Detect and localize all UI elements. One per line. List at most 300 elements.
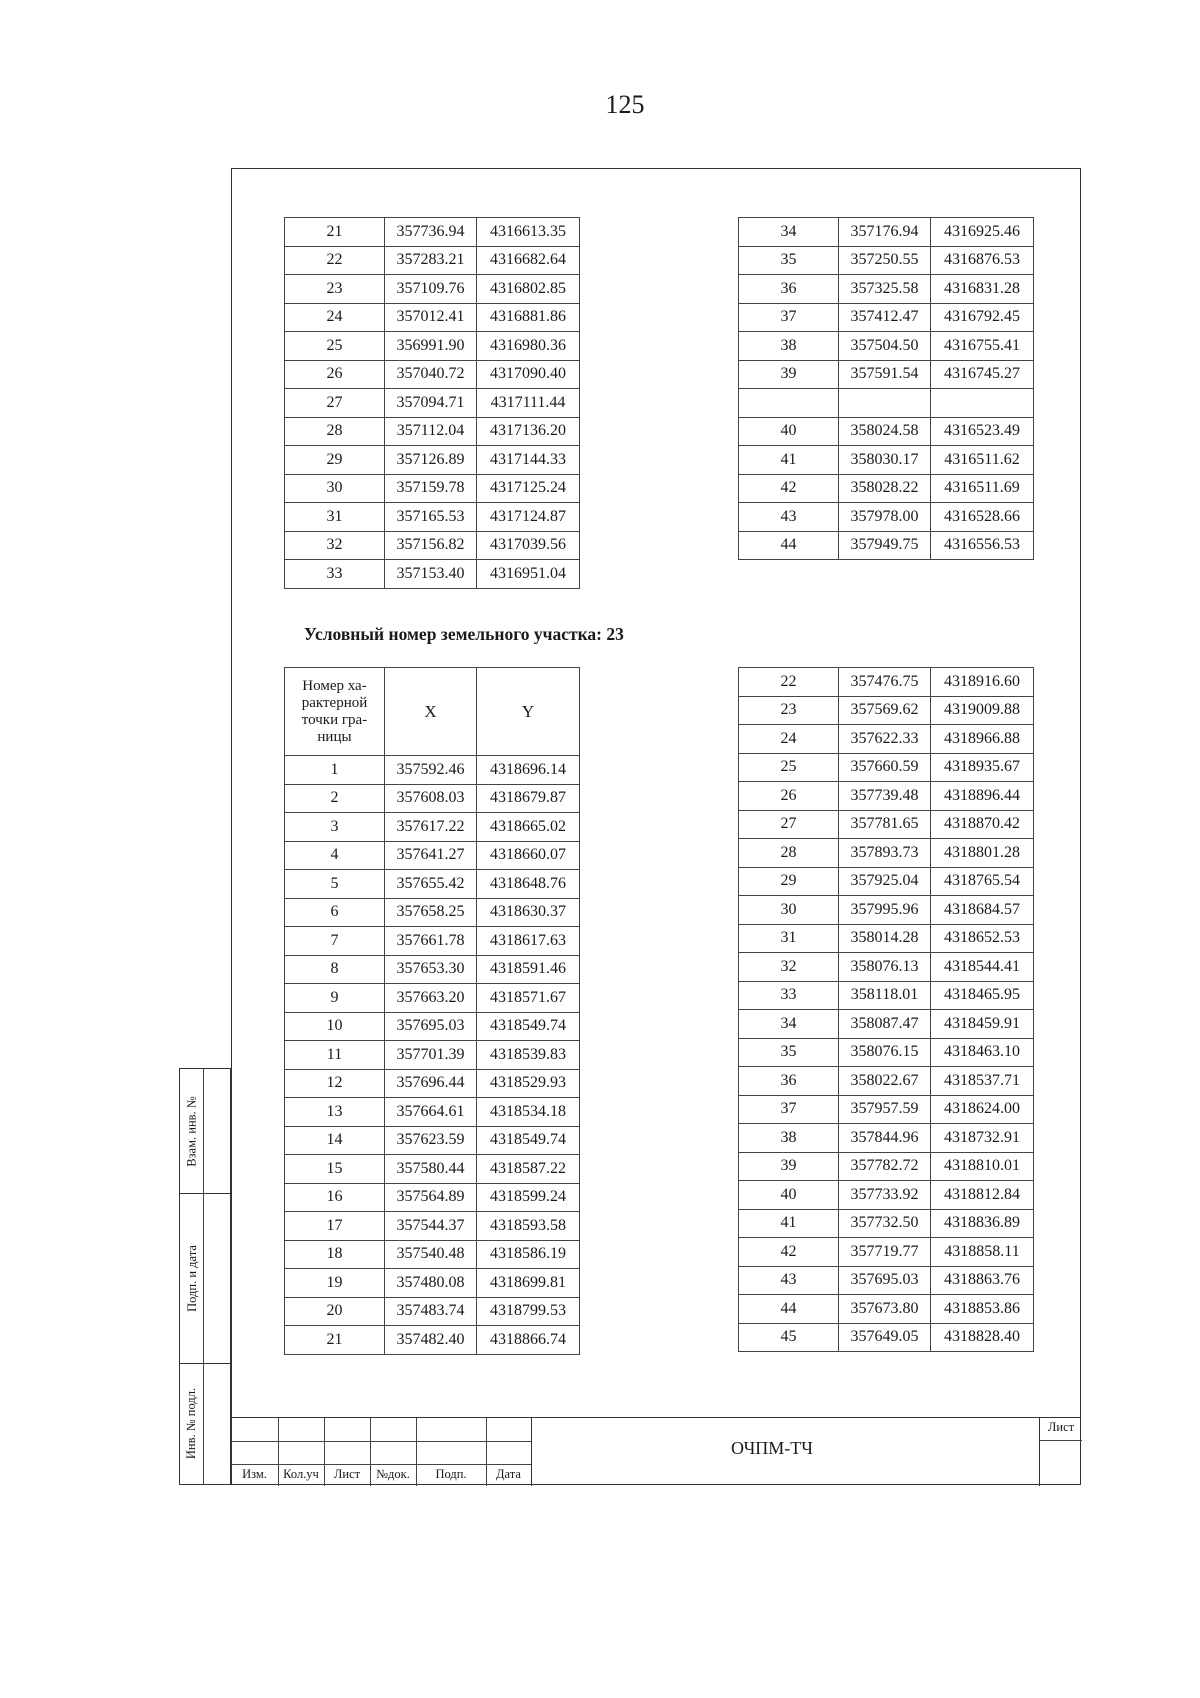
x-coordinate-cell: 357978.00 <box>839 503 931 532</box>
x-coordinate-cell: 357655.42 <box>385 870 477 899</box>
y-coordinate-cell: 4318465.95 <box>931 981 1034 1010</box>
y-coordinate-cell: 4316556.53 <box>931 531 1034 560</box>
side-label-signature-date: Подп. и дата <box>184 1244 199 1312</box>
table-row <box>285 870 580 899</box>
y-coordinate-cell: 4318648.76 <box>477 870 580 899</box>
tb-col-change: Изм. <box>242 1467 267 1481</box>
point-number-cell: 38 <box>739 332 839 361</box>
table-row <box>285 531 580 560</box>
table-row <box>285 1297 580 1326</box>
x-coordinate-cell: 357094.71 <box>385 389 477 418</box>
y-coordinate-cell: 4318599.24 <box>477 1183 580 1212</box>
point-number-cell: 26 <box>285 360 385 389</box>
table-row <box>739 531 1034 560</box>
y-coordinate-cell: 4318660.07 <box>477 841 580 870</box>
table-row <box>739 503 1034 532</box>
x-coordinate-cell: 357649.05 <box>839 1323 931 1352</box>
y-coordinate-cell: 4316925.46 <box>931 218 1034 247</box>
x-coordinate-cell: 357660.59 <box>839 753 931 782</box>
y-coordinate-cell: 4318858.11 <box>931 1238 1034 1267</box>
table-row <box>739 753 1034 782</box>
point-number-cell: 39 <box>739 360 839 389</box>
x-coordinate-cell: 357782.72 <box>839 1152 931 1181</box>
header-x: X <box>385 668 477 756</box>
table-row <box>739 446 1034 475</box>
point-number-cell: 34 <box>739 1010 839 1039</box>
point-number-cell: 27 <box>285 389 385 418</box>
y-coordinate-cell: 4318617.63 <box>477 927 580 956</box>
x-coordinate-cell: 357564.89 <box>385 1183 477 1212</box>
y-coordinate-cell: 4318537.71 <box>931 1067 1034 1096</box>
table-row <box>739 332 1034 361</box>
table-row <box>285 1269 580 1298</box>
y-coordinate-cell: 4318853.86 <box>931 1295 1034 1324</box>
table-row <box>739 1067 1034 1096</box>
coordinates-table-bottom-left <box>284 667 580 1355</box>
x-coordinate-cell: 357736.94 <box>385 218 477 247</box>
y-coordinate-cell: 4318916.60 <box>931 668 1034 697</box>
x-coordinate-cell: 357664.61 <box>385 1098 477 1127</box>
x-coordinate-cell: 357569.62 <box>839 696 931 725</box>
y-coordinate-cell <box>931 389 1034 418</box>
x-coordinate-cell: 357040.72 <box>385 360 477 389</box>
x-coordinate-cell: 357893.73 <box>839 839 931 868</box>
point-number-cell: 23 <box>739 696 839 725</box>
x-coordinate-cell <box>839 389 931 418</box>
y-coordinate-cell: 4318591.46 <box>477 955 580 984</box>
point-number-cell: 35 <box>739 1038 839 1067</box>
x-coordinate-cell: 357661.78 <box>385 927 477 956</box>
x-coordinate-cell: 357622.33 <box>839 725 931 754</box>
x-coordinate-cell: 357658.25 <box>385 898 477 927</box>
y-coordinate-cell: 4316831.28 <box>931 275 1034 304</box>
point-number-cell: 15 <box>285 1155 385 1184</box>
x-coordinate-cell: 358014.28 <box>839 924 931 953</box>
x-coordinate-cell: 357617.22 <box>385 813 477 842</box>
y-coordinate-cell: 4318652.53 <box>931 924 1034 953</box>
table-row <box>739 303 1034 332</box>
point-number-cell: 31 <box>739 924 839 953</box>
y-coordinate-cell: 4318534.18 <box>477 1098 580 1127</box>
point-number-cell: 43 <box>739 1266 839 1295</box>
point-number-cell: 21 <box>285 218 385 247</box>
x-coordinate-cell: 358087.47 <box>839 1010 931 1039</box>
x-coordinate-cell: 357701.39 <box>385 1041 477 1070</box>
side-stamp <box>179 1068 231 1485</box>
y-coordinate-cell: 4317090.40 <box>477 360 580 389</box>
tb-col-count: Кол.уч <box>283 1467 319 1481</box>
table-row <box>285 1012 580 1041</box>
x-coordinate-cell: 357283.21 <box>385 246 477 275</box>
x-coordinate-cell: 357504.50 <box>839 332 931 361</box>
point-number-cell: 38 <box>739 1124 839 1153</box>
x-coordinate-cell: 357844.96 <box>839 1124 931 1153</box>
sheet-box <box>1039 1418 1081 1486</box>
y-coordinate-cell: 4318587.22 <box>477 1155 580 1184</box>
point-number-cell: 3 <box>285 813 385 842</box>
table-row <box>739 668 1034 697</box>
point-number-cell: 9 <box>285 984 385 1013</box>
point-number-cell: 1 <box>285 756 385 785</box>
point-number-cell: 14 <box>285 1126 385 1155</box>
table-row <box>285 246 580 275</box>
y-coordinate-cell: 4316802.85 <box>477 275 580 304</box>
side-label-original-inv: Инв. № подл. <box>184 1387 199 1460</box>
x-coordinate-cell: 357949.75 <box>839 531 931 560</box>
y-coordinate-cell: 4318459.91 <box>931 1010 1034 1039</box>
x-coordinate-cell: 358076.13 <box>839 953 931 982</box>
title-block <box>231 1417 1081 1485</box>
y-coordinate-cell: 4318810.01 <box>931 1152 1034 1181</box>
point-number-cell: 22 <box>739 668 839 697</box>
table-row <box>739 1323 1034 1352</box>
x-coordinate-cell: 357608.03 <box>385 784 477 813</box>
x-coordinate-cell: 357732.50 <box>839 1209 931 1238</box>
table-row <box>739 1038 1034 1067</box>
point-number-cell: 23 <box>285 275 385 304</box>
point-number-cell: 34 <box>739 218 839 247</box>
table-row <box>285 1212 580 1241</box>
point-number-cell: 4 <box>285 841 385 870</box>
point-number-cell: 41 <box>739 1209 839 1238</box>
y-coordinate-cell: 4319009.88 <box>931 696 1034 725</box>
point-number-cell: 21 <box>285 1326 385 1355</box>
table-row <box>739 389 1034 418</box>
y-coordinate-cell: 4318630.37 <box>477 898 580 927</box>
table-row <box>739 1266 1034 1295</box>
header-point-number: Номер ха- рактерной точки гра- ницы <box>285 668 385 756</box>
table-row <box>739 782 1034 811</box>
table-row <box>285 446 580 475</box>
sheet-label: Лист <box>1047 1420 1075 1434</box>
tb-col-sheet: Лист <box>333 1467 361 1481</box>
x-coordinate-cell: 358028.22 <box>839 474 931 503</box>
y-coordinate-cell: 4318549.74 <box>477 1126 580 1155</box>
table-row <box>285 560 580 589</box>
y-coordinate-cell: 4318836.89 <box>931 1209 1034 1238</box>
x-coordinate-cell: 357719.77 <box>839 1238 931 1267</box>
x-coordinate-cell: 358118.01 <box>839 981 931 1010</box>
table-row <box>285 1126 580 1155</box>
table-row <box>285 841 580 870</box>
table-row <box>739 924 1034 953</box>
point-number-cell: 43 <box>739 503 839 532</box>
table-row <box>285 360 580 389</box>
table-row <box>285 1069 580 1098</box>
point-number-cell: 36 <box>739 275 839 304</box>
table-row <box>739 953 1034 982</box>
x-coordinate-cell: 357156.82 <box>385 531 477 560</box>
document-code: ОЧПМ-ТЧ <box>731 1438 813 1458</box>
tb-col-signature: Подп. <box>435 1467 467 1481</box>
point-number-cell: 8 <box>285 955 385 984</box>
y-coordinate-cell: 4318863.76 <box>931 1266 1034 1295</box>
table-row <box>739 896 1034 925</box>
y-coordinate-cell: 4318812.84 <box>931 1181 1034 1210</box>
header-y: Y <box>477 668 580 756</box>
point-number-cell: 45 <box>739 1323 839 1352</box>
y-coordinate-cell: 4318896.44 <box>931 782 1034 811</box>
point-number-cell: 12 <box>285 1069 385 1098</box>
table-row <box>285 955 580 984</box>
table-row <box>285 1326 580 1355</box>
y-coordinate-cell: 4316613.35 <box>477 218 580 247</box>
point-number-cell: 42 <box>739 1238 839 1267</box>
x-coordinate-cell: 357653.30 <box>385 955 477 984</box>
table-row <box>739 417 1034 446</box>
point-number-cell: 28 <box>739 839 839 868</box>
y-coordinate-cell: 4316755.41 <box>931 332 1034 361</box>
table-row <box>285 332 580 361</box>
x-coordinate-cell: 357696.44 <box>385 1069 477 1098</box>
coordinates-table-top-right <box>738 217 1034 560</box>
table-row <box>739 810 1034 839</box>
section-title: Условный номер земельного участка: 23 <box>304 624 624 644</box>
table-row <box>285 503 580 532</box>
y-coordinate-cell: 4316876.53 <box>931 246 1034 275</box>
y-coordinate-cell: 4316511.69 <box>931 474 1034 503</box>
x-coordinate-cell: 357591.54 <box>839 360 931 389</box>
y-coordinate-cell: 4318679.87 <box>477 784 580 813</box>
x-coordinate-cell: 357482.40 <box>385 1326 477 1355</box>
x-coordinate-cell: 357483.74 <box>385 1297 477 1326</box>
table-row <box>285 1098 580 1127</box>
point-number-cell: 42 <box>739 474 839 503</box>
y-coordinate-cell: 4318529.93 <box>477 1069 580 1098</box>
point-number-cell: 5 <box>285 870 385 899</box>
x-coordinate-cell: 357957.59 <box>839 1095 931 1124</box>
table-row <box>739 474 1034 503</box>
y-coordinate-cell: 4317136.20 <box>477 417 580 446</box>
y-coordinate-cell: 4318593.58 <box>477 1212 580 1241</box>
table-row <box>739 218 1034 247</box>
table-row <box>739 696 1034 725</box>
table-row <box>739 1124 1034 1153</box>
point-number-cell: 44 <box>739 1295 839 1324</box>
point-number-cell: 18 <box>285 1240 385 1269</box>
x-coordinate-cell: 357153.40 <box>385 560 477 589</box>
point-number-cell: 24 <box>285 303 385 332</box>
y-coordinate-cell: 4317124.87 <box>477 503 580 532</box>
point-number-cell: 32 <box>739 953 839 982</box>
x-coordinate-cell: 357012.41 <box>385 303 477 332</box>
table-row <box>285 474 580 503</box>
tb-col-date: Дата <box>496 1467 521 1481</box>
coordinates-table-bottom-right <box>738 667 1034 1352</box>
point-number-cell: 29 <box>739 867 839 896</box>
y-coordinate-cell: 4316951.04 <box>477 560 580 589</box>
y-coordinate-cell: 4318586.19 <box>477 1240 580 1269</box>
x-coordinate-cell: 357159.78 <box>385 474 477 503</box>
table-row <box>285 1240 580 1269</box>
table-row <box>739 1010 1034 1039</box>
y-coordinate-cell: 4316511.62 <box>931 446 1034 475</box>
point-number-cell: 36 <box>739 1067 839 1096</box>
table-header-row <box>285 668 580 756</box>
x-coordinate-cell: 357544.37 <box>385 1212 477 1241</box>
point-number-cell: 2 <box>285 784 385 813</box>
y-coordinate-cell: 4316682.64 <box>477 246 580 275</box>
point-number-cell: 10 <box>285 1012 385 1041</box>
point-number-cell: 41 <box>739 446 839 475</box>
x-coordinate-cell: 357733.92 <box>839 1181 931 1210</box>
y-coordinate-cell: 4318870.42 <box>931 810 1034 839</box>
x-coordinate-cell: 357250.55 <box>839 246 931 275</box>
point-number-cell: 44 <box>739 531 839 560</box>
table-row <box>739 1152 1034 1181</box>
side-label-replacement-inv: Взам. инв. № <box>184 1095 199 1167</box>
point-number-cell: 24 <box>739 725 839 754</box>
x-coordinate-cell: 358030.17 <box>839 446 931 475</box>
y-coordinate-cell: 4317144.33 <box>477 446 580 475</box>
point-number-cell: 30 <box>285 474 385 503</box>
point-number-cell: 11 <box>285 1041 385 1070</box>
y-coordinate-cell: 4316881.86 <box>477 303 580 332</box>
x-coordinate-cell: 358024.58 <box>839 417 931 446</box>
table-row <box>285 389 580 418</box>
y-coordinate-cell: 4318571.67 <box>477 984 580 1013</box>
table-row <box>739 839 1034 868</box>
y-coordinate-cell: 4318696.14 <box>477 756 580 785</box>
table-row <box>739 246 1034 275</box>
point-number-cell: 20 <box>285 1297 385 1326</box>
point-number-cell: 25 <box>739 753 839 782</box>
point-number-cell: 25 <box>285 332 385 361</box>
x-coordinate-cell: 357176.94 <box>839 218 931 247</box>
y-coordinate-cell: 4316792.45 <box>931 303 1034 332</box>
y-coordinate-cell: 4318699.81 <box>477 1269 580 1298</box>
x-coordinate-cell: 357109.76 <box>385 275 477 304</box>
point-number-cell: 31 <box>285 503 385 532</box>
table-row <box>739 1295 1034 1324</box>
point-number-cell: 27 <box>739 810 839 839</box>
x-coordinate-cell: 357925.04 <box>839 867 931 896</box>
x-coordinate-cell: 357695.03 <box>385 1012 477 1041</box>
table-row <box>739 1095 1034 1124</box>
point-number-cell: 40 <box>739 417 839 446</box>
table-row <box>739 1238 1034 1267</box>
page-number: 125 <box>605 90 645 119</box>
x-coordinate-cell: 357641.27 <box>385 841 477 870</box>
y-coordinate-cell: 4318828.40 <box>931 1323 1034 1352</box>
y-coordinate-cell: 4318935.67 <box>931 753 1034 782</box>
point-number-cell: 6 <box>285 898 385 927</box>
table-row <box>285 784 580 813</box>
x-coordinate-cell: 357995.96 <box>839 896 931 925</box>
x-coordinate-cell: 357663.20 <box>385 984 477 1013</box>
table-row <box>285 1041 580 1070</box>
y-coordinate-cell: 4318866.74 <box>477 1326 580 1355</box>
y-coordinate-cell: 4316528.66 <box>931 503 1034 532</box>
x-coordinate-cell: 357165.53 <box>385 503 477 532</box>
table-row <box>285 1183 580 1212</box>
point-number-cell: 33 <box>739 981 839 1010</box>
point-number-cell <box>739 389 839 418</box>
table-row <box>285 756 580 785</box>
point-number-cell: 37 <box>739 303 839 332</box>
point-number-cell: 39 <box>739 1152 839 1181</box>
table-row <box>285 898 580 927</box>
table-row <box>285 813 580 842</box>
x-coordinate-cell: 357580.44 <box>385 1155 477 1184</box>
y-coordinate-cell: 4318684.57 <box>931 896 1034 925</box>
x-coordinate-cell: 357695.03 <box>839 1266 931 1295</box>
point-number-cell: 26 <box>739 782 839 811</box>
table-row <box>739 981 1034 1010</box>
point-number-cell: 7 <box>285 927 385 956</box>
y-coordinate-cell: 4316745.27 <box>931 360 1034 389</box>
x-coordinate-cell: 357126.89 <box>385 446 477 475</box>
y-coordinate-cell: 4318966.88 <box>931 725 1034 754</box>
point-number-cell: 40 <box>739 1181 839 1210</box>
x-coordinate-cell: 357623.59 <box>385 1126 477 1155</box>
point-number-cell: 29 <box>285 446 385 475</box>
point-number-cell: 22 <box>285 246 385 275</box>
point-number-cell: 30 <box>739 896 839 925</box>
x-coordinate-cell: 356991.90 <box>385 332 477 361</box>
point-number-cell: 13 <box>285 1098 385 1127</box>
title-block-grid <box>231 1418 531 1486</box>
x-coordinate-cell: 357476.75 <box>839 668 931 697</box>
x-coordinate-cell: 357673.80 <box>839 1295 931 1324</box>
point-number-cell: 17 <box>285 1212 385 1241</box>
table-row <box>285 984 580 1013</box>
y-coordinate-cell: 4318765.54 <box>931 867 1034 896</box>
y-coordinate-cell: 4317039.56 <box>477 531 580 560</box>
point-number-cell: 28 <box>285 417 385 446</box>
table-row <box>739 360 1034 389</box>
coordinates-table-top-left <box>284 217 580 589</box>
table-row <box>739 867 1034 896</box>
y-coordinate-cell: 4318544.41 <box>931 953 1034 982</box>
point-number-cell: 19 <box>285 1269 385 1298</box>
y-coordinate-cell: 4317125.24 <box>477 474 580 503</box>
x-coordinate-cell: 357739.48 <box>839 782 931 811</box>
x-coordinate-cell: 357412.47 <box>839 303 931 332</box>
table-row <box>739 1209 1034 1238</box>
table-row <box>739 275 1034 304</box>
x-coordinate-cell: 357112.04 <box>385 417 477 446</box>
x-coordinate-cell: 358076.15 <box>839 1038 931 1067</box>
table-row <box>285 1155 580 1184</box>
tb-col-doc-number: №док. <box>376 1467 410 1481</box>
y-coordinate-cell: 4318539.83 <box>477 1041 580 1070</box>
x-coordinate-cell: 357781.65 <box>839 810 931 839</box>
y-coordinate-cell: 4318463.10 <box>931 1038 1034 1067</box>
y-coordinate-cell: 4318665.02 <box>477 813 580 842</box>
point-number-cell: 32 <box>285 531 385 560</box>
y-coordinate-cell: 4317111.44 <box>477 389 580 418</box>
table-row <box>285 218 580 247</box>
table-row <box>285 303 580 332</box>
table-row <box>285 927 580 956</box>
y-coordinate-cell: 4318624.00 <box>931 1095 1034 1124</box>
table-row <box>285 417 580 446</box>
point-number-cell: 35 <box>739 246 839 275</box>
x-coordinate-cell: 357480.08 <box>385 1269 477 1298</box>
table-row <box>739 725 1034 754</box>
y-coordinate-cell: 4316980.36 <box>477 332 580 361</box>
x-coordinate-cell: 358022.67 <box>839 1067 931 1096</box>
point-number-cell: 16 <box>285 1183 385 1212</box>
x-coordinate-cell: 357540.48 <box>385 1240 477 1269</box>
table-row <box>739 1181 1034 1210</box>
y-coordinate-cell: 4318549.74 <box>477 1012 580 1041</box>
table-row <box>285 275 580 304</box>
point-number-cell: 37 <box>739 1095 839 1124</box>
x-coordinate-cell: 357325.58 <box>839 275 931 304</box>
y-coordinate-cell: 4318801.28 <box>931 839 1034 868</box>
